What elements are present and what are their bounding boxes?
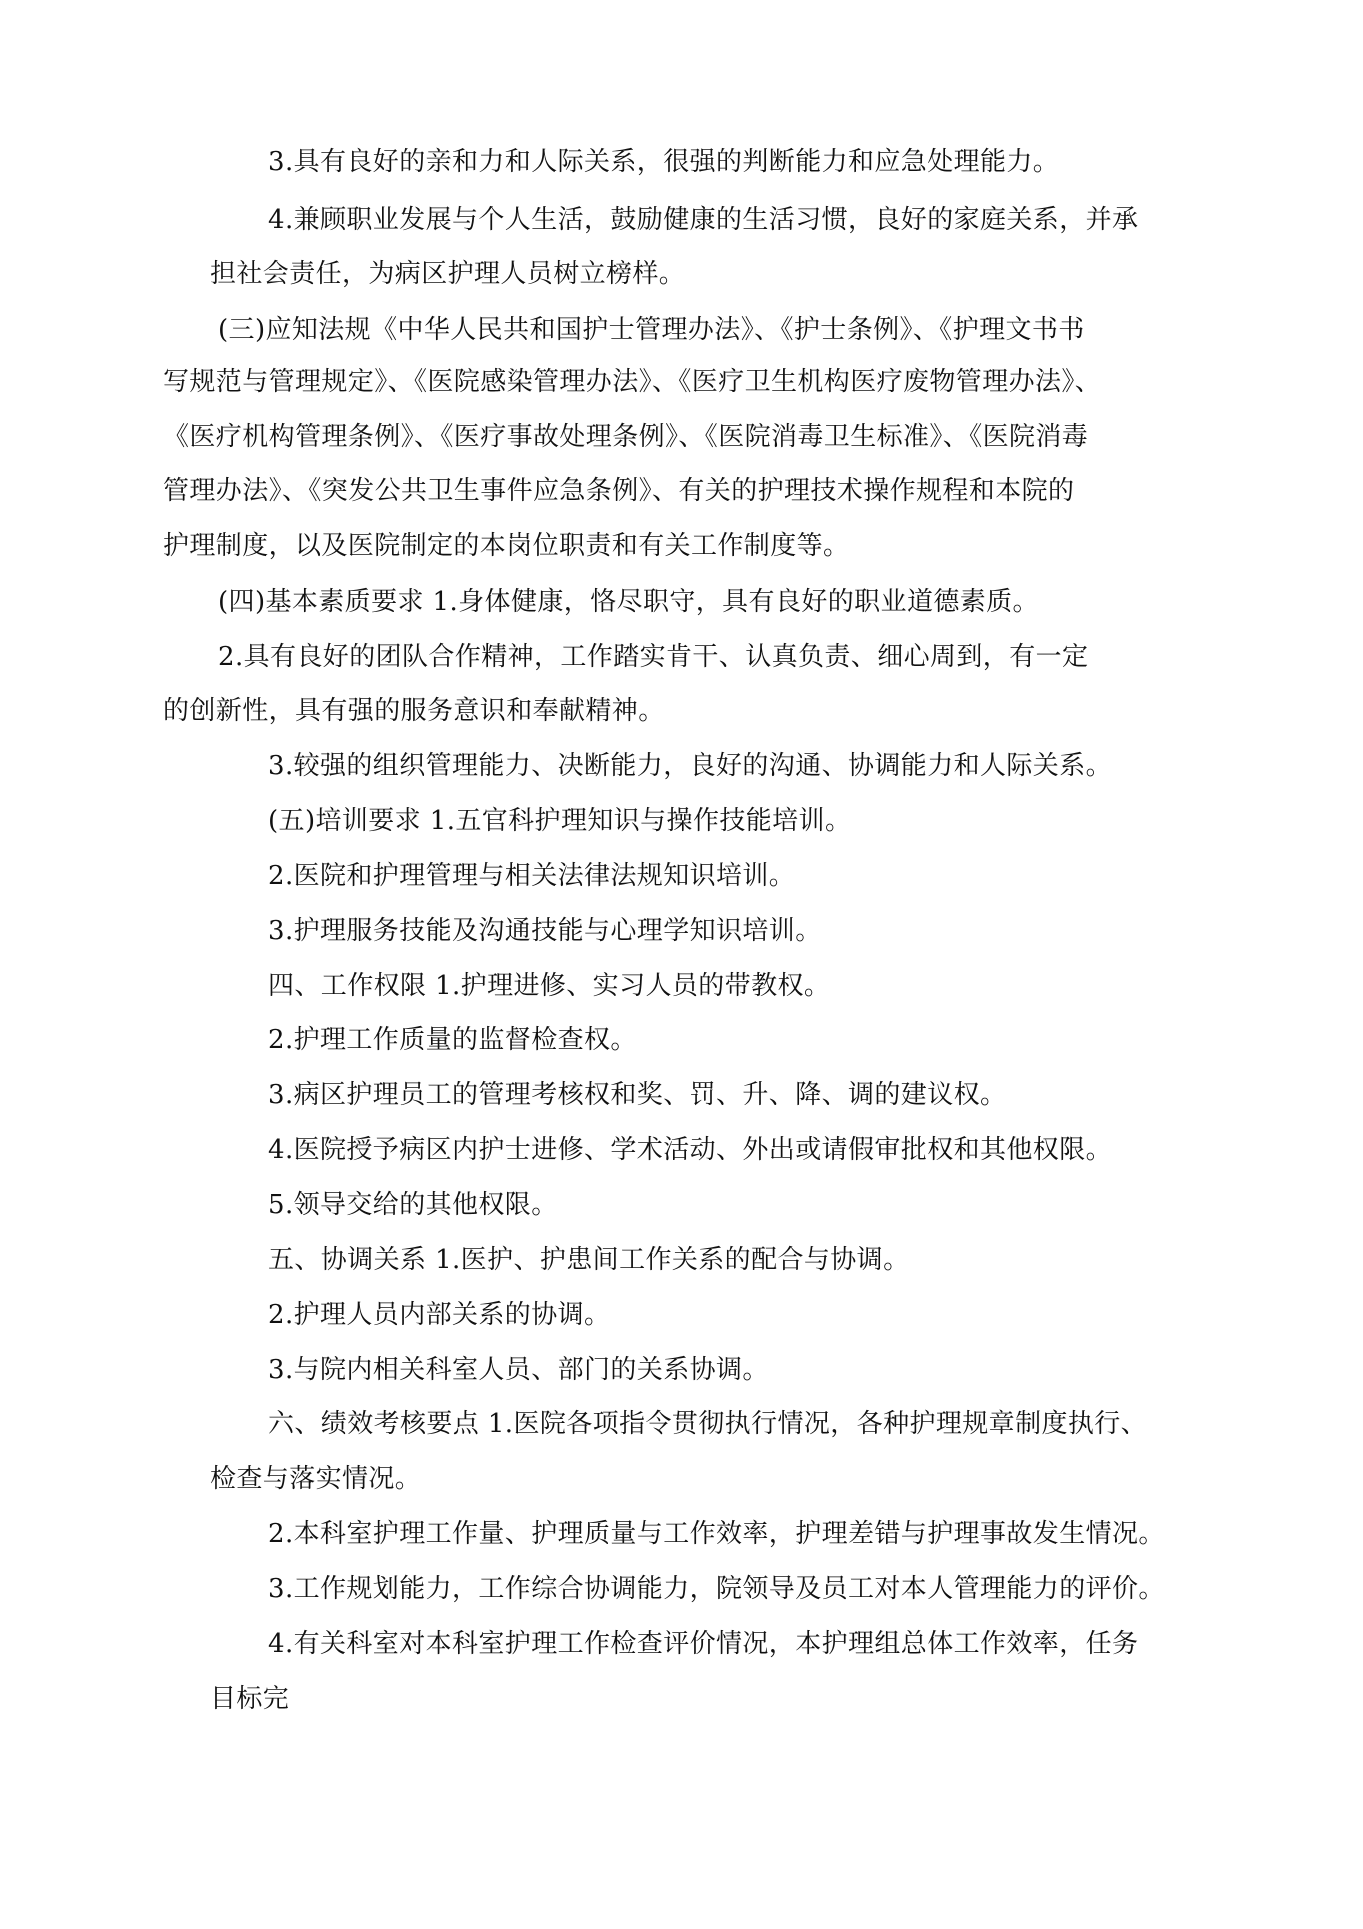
text-line: 3.病区护理员工的管理考核权和奖、罚、升、降、调的建议权。 — [268, 1080, 1007, 1110]
text-line: 3.具有良好的亲和力和人际关系，很强的判断能力和应急处理能力。 — [268, 147, 1060, 177]
text-line: 3.工作规划能力，工作综合协调能力，院领导及员工对本人管理能力的评价。 — [268, 1574, 1165, 1604]
text-line: 4.兼顾职业发展与个人生活，鼓励健康的生活习惯，良好的家庭关系，并承 — [268, 205, 1139, 235]
text-line: 2.护理人员内部关系的协调。 — [268, 1300, 611, 1330]
text-line: 2.医院和护理管理与相关法律法规知识培训。 — [268, 861, 796, 891]
text-line: 4.有关科室对本科室护理工作检查评价情况，本护理组总体工作效率，任务 — [268, 1629, 1139, 1659]
text-line: 担社会责任，为病区护理人员树立榜样。 — [210, 259, 686, 289]
text-line: (五)培训要求 1.五官科护理知识与操作技能培训。 — [268, 806, 852, 836]
text-line: (四)基本素质要求 1.身体健康，恪尽职守，具有良好的职业道德素质。 — [218, 587, 1039, 617]
text-line: 四、工作权限 1.护理进修、实习人员的带教权。 — [268, 971, 831, 1001]
text-line: 《医疗机构管理条例》、《医疗事故处理条例》、《医院消毒卫生标准》、《医院消毒 — [163, 422, 1089, 452]
text-line: 目标完 — [210, 1684, 290, 1714]
text-line: 写规范与管理规定》、《医院感染管理办法》、《医疗卫生机构医疗废物管理办法》、 — [163, 367, 1102, 397]
text-line: 2.护理工作质量的监督检查权。 — [268, 1025, 637, 1055]
text-line: 4.医院授予病区内护士进修、学术活动、外出或请假审批权和其他权限。 — [268, 1135, 1113, 1165]
text-line: 3.与院内相关科室人员、部门的关系协调。 — [268, 1355, 769, 1385]
text-line: 3.较强的组织管理能力、决断能力，良好的沟通、协调能力和人际关系。 — [268, 751, 1113, 781]
text-line: 3.护理服务技能及沟通技能与心理学知识培训。 — [268, 916, 822, 946]
text-line: 六、绩效考核要点 1.医院各项指令贯彻执行情况，各种护理规章制度执行、 — [268, 1409, 1148, 1439]
text-line: 五、协调关系 1.医护、护患间工作关系的配合与协调。 — [268, 1245, 910, 1275]
text-line: 的创新性，具有强的服务意识和奉献精神。 — [163, 696, 665, 726]
text-line: 2.本科室护理工作量、护理质量与工作效率，护理差错与护理事故发生情况。 — [268, 1519, 1165, 1549]
text-line: 2.具有良好的团队合作精神，工作踏实肯干、认真负责、细心周到，有一定 — [218, 642, 1089, 672]
text-line: 检查与落实情况。 — [210, 1464, 422, 1494]
text-line: (三)应知法规《中华人民共和国护士管理办法》、《护士条例》、《护理文书书 — [218, 315, 1085, 345]
text-line: 5.领导交给的其他权限。 — [268, 1190, 558, 1220]
text-line: 护理制度，以及医院制定的本岗位职责和有关工作制度等。 — [163, 531, 850, 561]
text-line: 管理办法》、《突发公共卫生事件应急条例》、有关的护理技术操作规程和本院的 — [163, 476, 1075, 506]
